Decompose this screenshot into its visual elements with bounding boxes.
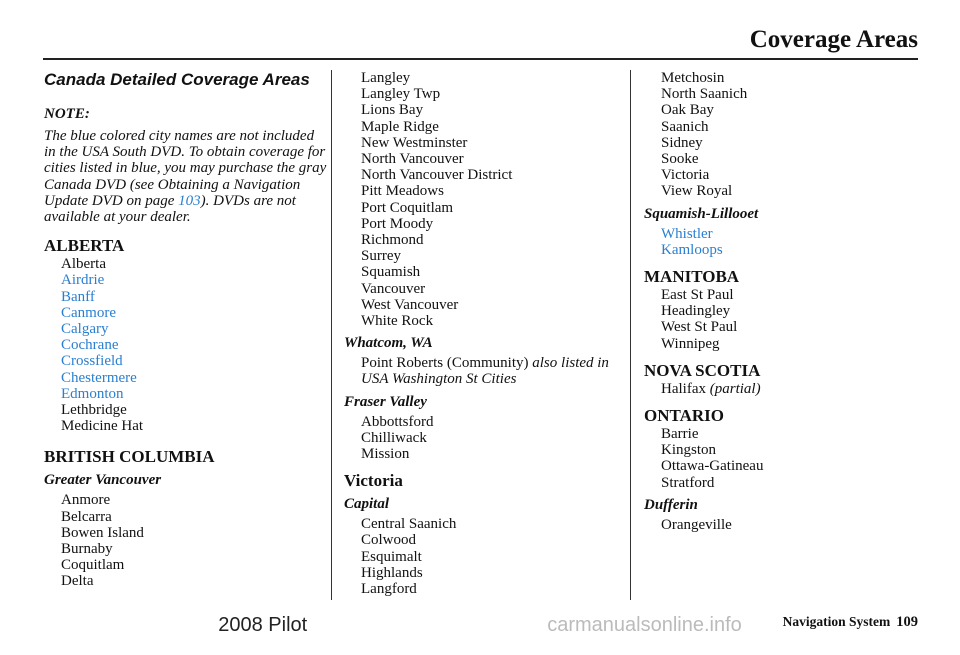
city-item: Central Saanich	[361, 516, 457, 533]
city-item: Medicine Hat	[61, 418, 144, 435]
city-item: Squamish	[361, 264, 421, 281]
city-item: Pitt Meadows	[361, 183, 444, 200]
note-text	[44, 128, 329, 225]
city-item: Lethbridge	[61, 402, 127, 419]
city-item: Port Moody	[361, 215, 434, 232]
footer-label: Navigation System	[782, 614, 891, 629]
section-heading: Canada Detailed Coverage Areas	[44, 70, 310, 89]
region-capital: Capital	[344, 496, 390, 513]
city-item: Sidney	[661, 134, 703, 151]
city-item: Kingston	[661, 442, 717, 459]
city-item: Belcarra	[61, 508, 112, 525]
whatcom-city-list	[344, 355, 629, 387]
city-item: Vancouver	[361, 280, 426, 297]
region-greater-vancouver: Greater Vancouver	[44, 472, 162, 489]
note-text-after: ). DVDs are not available at your dealer.	[44, 192, 296, 226]
city-item: Chilliwack	[361, 429, 427, 446]
city-item: Maple Ridge	[361, 118, 439, 135]
city-item: Winnipeg	[661, 335, 720, 352]
squamish-lillooet-city-list	[644, 226, 929, 258]
city-item: Banff	[61, 288, 95, 305]
city-item: Mission	[361, 446, 410, 463]
province-alberta: ALBERTA	[44, 236, 125, 256]
city-item: Stratford	[661, 474, 715, 491]
city-item: North Vancouver	[361, 151, 464, 168]
city-item: Airdrie	[61, 272, 105, 289]
province-ontario: ONTARIO	[644, 406, 724, 426]
city-item: Surrey	[361, 248, 401, 265]
city-item: North Vancouver District	[361, 167, 513, 184]
region-dufferin: Dufferin	[644, 496, 698, 513]
greater-vancouver-city-list	[44, 492, 329, 589]
ontario-city-list	[644, 426, 929, 491]
watermark-site: carmanualsonline.info	[547, 614, 742, 636]
city-item: Alberta	[61, 256, 106, 273]
city-item: New Westminster	[361, 134, 468, 151]
column-1	[44, 70, 329, 596]
dufferin-city-list	[644, 517, 929, 533]
title-rule	[43, 58, 918, 60]
city-item: White Rock	[361, 313, 434, 330]
city-note: also listed in USA Washington St Cities	[361, 355, 609, 388]
greater-vancouver-city-list-continued	[344, 70, 629, 329]
city-item: Delta	[61, 573, 94, 590]
city-item: Canmore	[61, 304, 116, 321]
city-item: Orangeville	[661, 516, 732, 533]
city-item: Headingley	[661, 303, 731, 320]
page-103-link[interactable]: 103	[178, 192, 201, 209]
city-item: Saanich	[661, 118, 709, 135]
column-divider-1	[331, 70, 332, 600]
region-squamish-lillooet: Squamish-Lillooet	[644, 205, 759, 222]
city-item: Port Coquitlam	[361, 199, 454, 216]
city-item: Langley Twp	[361, 86, 441, 103]
city-item: Colwood	[361, 532, 417, 549]
city-item: Edmonton	[61, 385, 124, 402]
city-item: Lions Bay	[361, 102, 424, 119]
city-item: Metchosin	[661, 70, 725, 86]
city-item: Calgary	[61, 321, 109, 338]
page-number: 109	[896, 614, 918, 630]
page-title: Coverage Areas	[749, 26, 918, 53]
city-item: Abbottsford	[361, 413, 434, 430]
city-item: Richmond	[361, 232, 424, 249]
city-note: (partial)	[709, 380, 761, 397]
city-item: Highlands	[361, 564, 423, 581]
alberta-city-list	[44, 256, 329, 434]
region-whatcom-wa: Whatcom, WA	[344, 335, 433, 352]
city-item: Burnaby	[61, 541, 113, 558]
city-item: Crossfield	[61, 353, 123, 370]
city-item: Coquitlam	[61, 557, 125, 574]
city-item: Bowen Island	[61, 524, 144, 541]
fraser-valley-city-list	[344, 414, 629, 463]
capital-city-list-continued	[644, 70, 929, 200]
heading-victoria: Victoria	[344, 471, 403, 491]
city-item: Langford	[361, 581, 417, 598]
region-fraser-valley: Fraser Valley	[344, 393, 427, 410]
city-item: Anmore	[61, 492, 111, 509]
city-item	[361, 355, 629, 387]
city-item: Esquimalt	[361, 548, 422, 565]
city-item: View Royal	[661, 183, 733, 200]
province-nova-scotia: NOVA SCOTIA	[644, 360, 761, 380]
city-item: Whistler	[661, 225, 713, 242]
province-british-columbia: BRITISH COLUMBIA	[44, 447, 215, 467]
city-item: Oak Bay	[661, 102, 714, 119]
city-name: Halifax	[661, 380, 706, 397]
capital-city-list	[344, 516, 629, 597]
city-item: North Saanich	[661, 86, 748, 103]
city-item: Langley	[361, 70, 411, 86]
city-item: Victoria	[661, 167, 710, 184]
city-item: West St Paul	[661, 319, 738, 336]
city-name: Point Roberts (Community)	[361, 355, 529, 372]
city-item: Barrie	[661, 426, 699, 443]
watermark-model: 2008 Pilot	[218, 614, 308, 636]
city-item: Chestermere	[61, 369, 137, 386]
city-item: West Vancouver	[361, 296, 459, 313]
manitoba-city-list	[644, 287, 929, 352]
city-item: Cochrane	[61, 337, 119, 354]
column-3	[644, 70, 929, 539]
note-text-before: The blue colored city names are not included in the USA South DVD. To obtain coverage for cities listed in blue, you may purchase the gray Canada DVD (see Obtaining a Navigation Update DVD on page	[44, 128, 327, 209]
province-manitoba: MANITOBA	[644, 267, 740, 287]
city-item: East St Paul	[661, 287, 734, 304]
column-2	[344, 70, 629, 603]
footer-navigation-label	[783, 614, 918, 631]
city-item: Kamloops	[661, 241, 723, 258]
column-divider-2	[630, 70, 631, 600]
note-label: NOTE:	[44, 106, 90, 122]
city-item: Sooke	[661, 151, 699, 168]
city-item: Ottawa-Gatineau	[661, 458, 764, 475]
city-item	[661, 381, 929, 397]
nova-scotia-city-list	[644, 381, 929, 397]
